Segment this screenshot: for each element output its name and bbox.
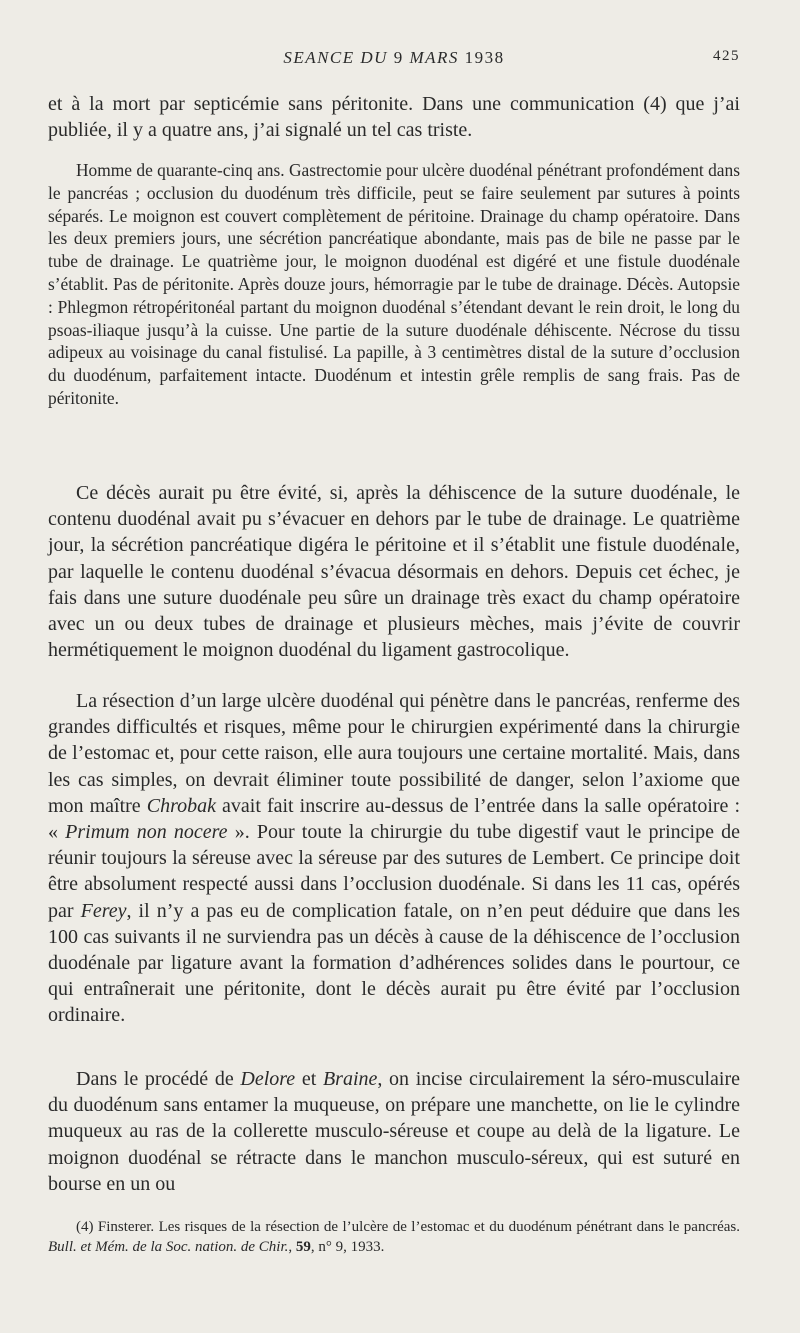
footnote-journal: Bull. et Mém. de la Soc. nation. de Chir. [48, 1239, 289, 1255]
running-title-day: 9 [393, 48, 404, 67]
paragraph-procedure-part-b: et [295, 1068, 323, 1090]
running-title [48, 48, 740, 68]
running-head [48, 48, 740, 72]
paragraph-resection-part-b: avait fait inscrire au-dessus de l’entrée dans la salle opératoire : « [48, 794, 741, 844]
footnote-part-b: , [288, 1239, 296, 1255]
running-title-year: 1938 [464, 48, 505, 67]
author-braine: Braine [322, 1068, 378, 1090]
author-delore: Delore [240, 1068, 296, 1090]
author-ferey: Ferey [80, 899, 127, 922]
running-title-month: MARS [409, 48, 459, 67]
paragraph-resection-part-d: , il n’y a pas eu de complication fatale, on n’en peut déduire que dans les 100 cas suivants il ne surviendra pas un décès à cause de la déhiscence de l’occlusion duodénale par ligature avant la formation d’adhérences solides dans le pourtour, ce qui entraînerait une péritonite, dont le décès aurait pu être évité par l’occlusion ordinaire. [48, 899, 741, 1027]
paragraph-resection-part-a: La résection d’un large ulcère duodénal qui pénètre dans le pancréas, renferme des grandes difficultés et risques, même pour le chirurgien expérimenté dans la chirurgie de l’estomac et, pour cette raison, elle aura toujours une certaine mortalité. Mais, dans les cas simples, on devrait éliminer toute possibilité de danger, selon l’axiome que mon maître [48, 690, 740, 817]
footnote-part-a: (4) Finsterer. Les risques de la résection de l’ulcère de l’estomac et du duodénum pénétrant dans le pancréas. [76, 1219, 740, 1235]
paragraph-continued: et à la mort par septicémie sans péritonite. Dans une communication (4) que j’ai publiée, il y a quatre ans, j’ai signalé un tel cas triste. [48, 93, 740, 142]
paragraph-resection-part-c: ». Pour toute la chirurgie du tube digestif vaut le principe de réunir toujours la séreuse avec la séreuse par des sutures de Lembert. Ce principe doit être absolument respecté aussi dans l’occlusion duodénale. Si dans les 11 cas, opérés par [48, 821, 741, 922]
case-report: Homme de quarante-cinq ans. Gastrectomie pour ulcère duodénal pénétrant profondément dans le pancréas ; occlusion du duodénum très difficile, peut se faire seulement par sutures à points séparés. Le moignon est couvert complètement de péritoine. Drainage du champ opératoire. Dans les deux premiers jours, une sécrétion pancréatique abondante, mais pas de bile ne passe par le tube de drainage. Le quatrième jour, le moignon duodénal est digéré et une fistule duodénale s’établit. Pas de péritonite. Après douze jours, hémorragie par le tube de drainage. Décès. Autopsie : Phlegmon rétropéritonéal partant du moignon duodénal s’étendant devant le rein droit, le long du psoas-iliaque jusqu’à la cuisse. Une partie de la suture duodénale déhiscente. Nécrose du tissu adipeux au voisinage du canal fistulisé. La papille, à 3 centimètres distal de la suture d’occlusion du duodénum, parfaitement intacte. Duodénum et intestin grêle remplis de sang frais. Pas de péritonite. [48, 160, 740, 408]
paragraph-discussion: Ce décès aurait pu être évité, si, après la déhiscence de la suture duodénale, le contenu duodénal avait pu s’évacuer en dehors par le tube de drainage. Le quatrième jour, la sécrétion pancréatique digéra le péritoine et il s’établit une fistule duodénale, par laquelle le contenu duodénal s’évacua désormais en dehors. Depuis cet échec, je fais dans une suture duodénale peu sûre un drainage très exact du champ opératoire avec un ou deux tubes de drainage et plusieurs mèches, mais j’évite de couvrir hermétiquement le moignon duodénal du ligament gastrocolique. [48, 482, 740, 662]
page-number: 425 [713, 48, 740, 64]
paragraph-procedure-part-c: , on incise circulairement la séro-musculaire du duodénum sans entamer la muqueuse, on prépare une manchette, on lie le cylindre muqueux au ras de la collerette musculo-séreuse et coupe au delà de la ligature. Le moignon duodénal se rétracte dans le manchon musculo-séreux, qui est suturé en bourse en un ou [48, 1068, 740, 1195]
footnote-volume: 59 [295, 1239, 311, 1255]
latin-motto: Primum non nocere [65, 821, 228, 844]
footnote-part-c: , n° 9, 1933. [310, 1239, 385, 1255]
paragraph-procedure [48, 1066, 740, 1197]
paragraph-resection [48, 688, 740, 1029]
paragraph-procedure-part-a: Dans le procédé de [76, 1068, 241, 1090]
footnote [48, 1217, 740, 1257]
author-chrobak: Chrobak [146, 794, 216, 817]
running-title-text: SEANCE DU [283, 48, 388, 67]
